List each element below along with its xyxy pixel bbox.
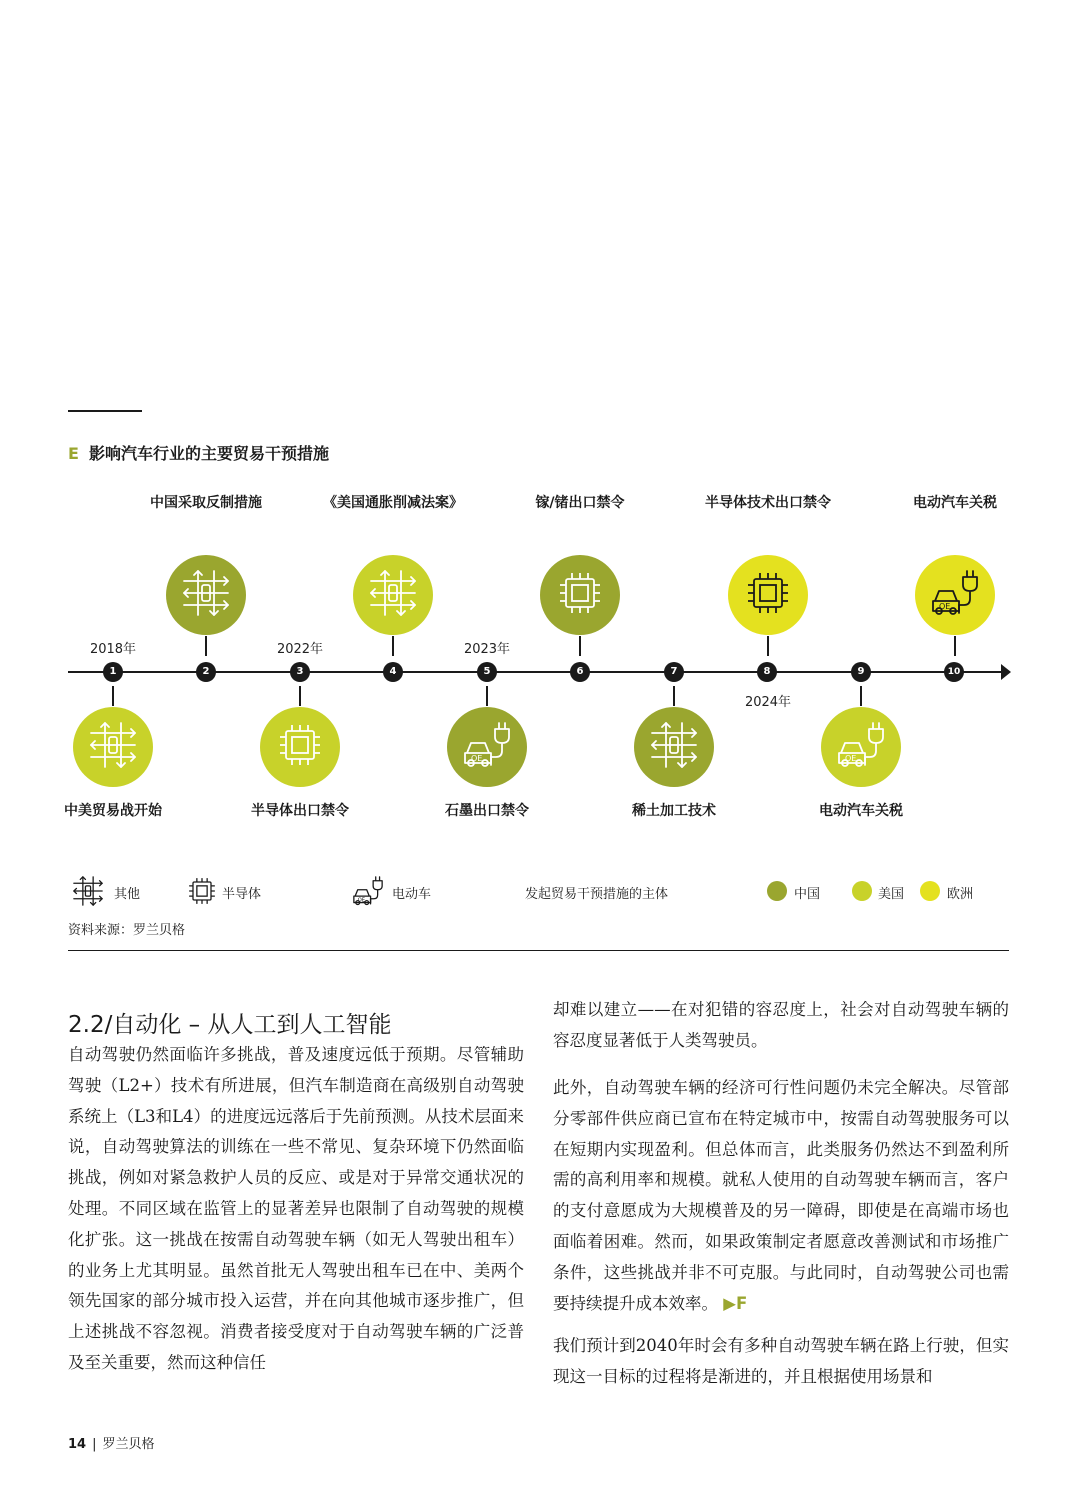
page-number: 14 (68, 1437, 87, 1452)
timeline-point-7: 7 (664, 662, 684, 682)
legend-china-swatch (767, 881, 787, 901)
stem-3 (299, 686, 301, 706)
timeline-point-1: 1 (103, 662, 123, 682)
event-label-2: 中国采取反制措施 (150, 495, 262, 511)
legend-ev-icon (350, 873, 386, 909)
stem-6 (579, 636, 581, 656)
body-paragraph-left: 自动驾驶仍然面临许多挑战，普及速度远低于预期。尽管辅助驾驶（L2+）技术有所进展，但汽车制造商在高级别自动驾驶系统上（L3和L4）的进度远远落后于先前预测。从技术层面来说，自动驾驶算法的训练在一些不常见、复杂环境下仍然面临挑战，例如对紧急救护人员的反应、或是对于异常交通状况的处理。不同区域在监管上的显著差异也限制了自动驾驶的规模化扩张。这一挑战在按需自动驾驶车辆（如无人驾驶出租车）的业务上尤其明显。虽然首批无人驾驶出租车已在中、美两个领先国家的部分城市投入运营，并在向其他城市逐步推广，但上述挑战不容忽视。消费者接受度对于自动驾驶车辆的广泛普及至关重要，然而这种信任 (68, 1045, 524, 1372)
stem-7 (673, 686, 675, 706)
legend-china-label: 中国 (794, 887, 821, 902)
figure-source: 资料来源：罗兰贝格 (68, 923, 186, 938)
legend-other-label: 其他 (114, 887, 141, 902)
timeline-point-8: 8 (757, 662, 777, 682)
ev-charger-icon (459, 717, 515, 777)
legend-europe-label: 欧洲 (947, 887, 974, 902)
year-label-2024: 2024年 (744, 695, 792, 710)
chip-icon (740, 565, 796, 625)
ev-charger-icon (927, 565, 983, 625)
body-paragraph-right-2 (553, 1073, 1009, 1319)
body-paragraph-right-1: 却难以建立——在对犯错的容忍度上，社会对自动驾驶车辆的容忍度显著低于人类驾驶员。 (553, 1000, 1009, 1050)
figure-title (68, 441, 329, 464)
timeline-point-10: 10 (944, 662, 964, 682)
event-label-9: 电动汽车关税 (819, 803, 903, 819)
page-footer (68, 1433, 155, 1452)
stem-5 (486, 686, 488, 706)
timeline-point-4: 4 (383, 662, 403, 682)
svg-text:OE: OE (357, 897, 365, 904)
year-label-2022: 2022年 (276, 642, 324, 657)
year-label-2018: 2018年 (89, 642, 137, 657)
timeline-point-5: 5 (477, 662, 497, 682)
body-paragraph-right-3: 我们预计到2040年时会有多种自动驾驶车辆在路上行驶，但实现这一目标的过程将是渐进的，并且根据使用场景和 (553, 1336, 1009, 1386)
stem-9 (860, 686, 862, 706)
timeline-point-2: 2 (196, 662, 216, 682)
svg-text:OE: OE (845, 754, 857, 763)
stem-2 (205, 636, 207, 656)
arrows-network-icon (85, 717, 141, 777)
timeline-point-6: 6 (570, 662, 590, 682)
legend-semiconductor-icon (184, 873, 220, 909)
legend-europe-swatch (920, 881, 940, 901)
event-circle-6 (540, 555, 620, 635)
arrows-network-icon (365, 565, 421, 625)
legend-usa-swatch (852, 881, 872, 901)
legend-usa-label: 美国 (878, 887, 905, 902)
footer-publisher: 罗兰贝格 (102, 1437, 155, 1452)
section-divider (68, 950, 1009, 951)
event-label-6: 镓/锗出口禁令 (535, 495, 625, 511)
timeline-point-9: 9 (851, 662, 871, 682)
event-label-3: 半导体出口禁令 (251, 803, 349, 819)
event-label-5: 石墨出口禁令 (445, 803, 529, 819)
figure-top-rule (68, 410, 142, 412)
event-label-7: 稀土加工技术 (632, 803, 716, 819)
stem-4 (392, 636, 394, 656)
body-paragraph-right-2-text: 此外，自动驾驶车辆的经济可行性问题仍未完全解决。尽管部分零部件供应商已宣布在特定城市中，按需自动驾驶服务可以在短期内实现盈利。但总体而言，此类服务仍然达不到盈利所需的高利用率和规模。就私人使用的自动驾驶车辆而言，客户的支付意愿成为大规模普及的另一障碍，即使是在高端市场也面临着困难。然而，如果政策制定者愿意改善测试和市场推广条件，这些挑战并非不可克服。与此同时，自动驾驶公司也需要持续提升成本效率。 (553, 1078, 1009, 1313)
svg-text:OE: OE (471, 754, 483, 763)
arrows-network-icon (178, 565, 234, 625)
stem-10 (954, 636, 956, 656)
figure-title-text: 影响汽车行业的主要贸易干预措施 (88, 444, 329, 463)
event-circle-9 (821, 707, 901, 787)
figure-f-reference[interactable]: ▶F (723, 1293, 748, 1313)
event-circle-5 (447, 707, 527, 787)
event-label-4: 《美国通胀削减法案》 (323, 495, 463, 511)
event-label-10: 电动汽车关税 (913, 495, 997, 511)
legend-semiconductor-label: 半导体 (222, 887, 262, 902)
event-circle-8 (728, 555, 808, 635)
footer-separator: | (92, 1437, 97, 1452)
legend-initiator-title: 发起贸易干预措施的主体 (525, 887, 669, 902)
event-circle-10 (915, 555, 995, 635)
chip-icon (552, 565, 608, 625)
event-label-1: 中美贸易战开始 (64, 803, 162, 819)
event-label-8: 半导体技术出口禁令 (705, 495, 831, 511)
event-circle-4 (353, 555, 433, 635)
timeline-point-3: 3 (290, 662, 310, 682)
legend-ev-label: 电动车 (392, 887, 432, 902)
event-circle-1 (73, 707, 153, 787)
year-label-2023: 2023年 (463, 642, 511, 657)
stem-8 (767, 636, 769, 656)
event-circle-3 (260, 707, 340, 787)
legend-other-icon (70, 873, 106, 909)
figure-letter: E (68, 444, 79, 463)
chip-icon (272, 717, 328, 777)
timeline-arrow-icon (1001, 664, 1011, 680)
arrows-network-icon (646, 717, 702, 777)
stem-1 (112, 686, 114, 706)
event-circle-2 (166, 555, 246, 635)
ev-charger-icon (833, 717, 889, 777)
section-heading: 2.2/自动化 – 从人工到人工智能 (68, 1012, 392, 1038)
event-circle-7 (634, 707, 714, 787)
svg-text:OE: OE (939, 602, 951, 611)
